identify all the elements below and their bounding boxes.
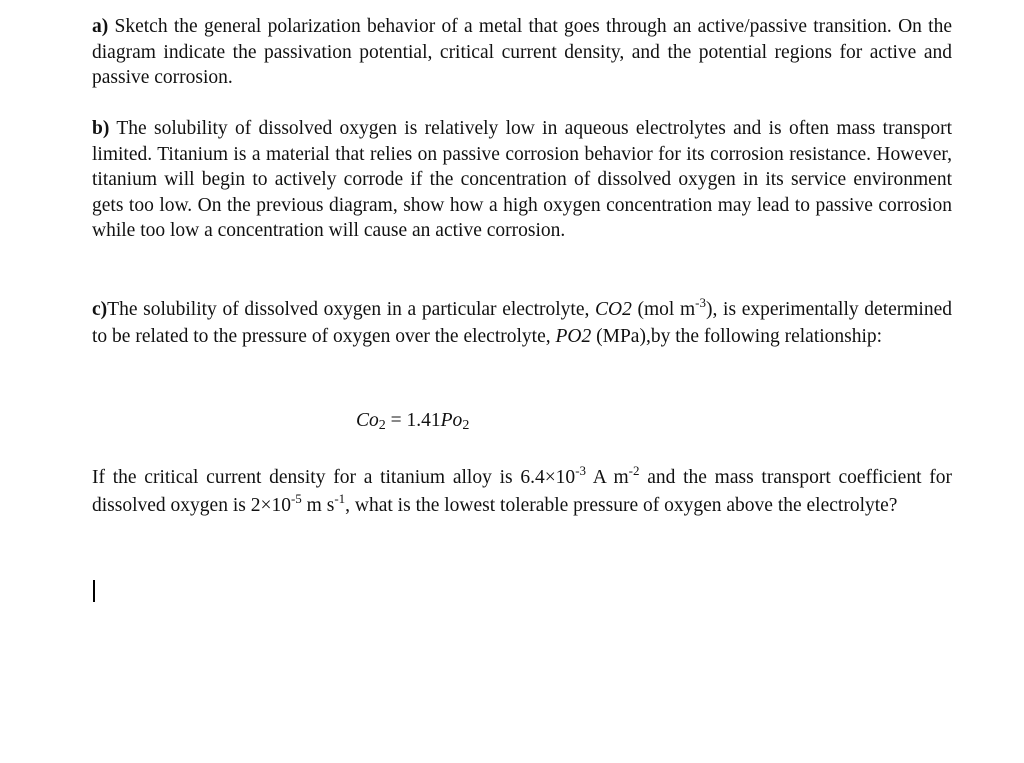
part-c-text-2: (mol m — [631, 299, 696, 320]
question-paragraph — [92, 464, 952, 520]
question-exponent-2: -2 — [628, 463, 640, 478]
part-c-label: c) — [92, 299, 108, 320]
part-c-text-3: ), is experimentally determined to be related to the pressure of oxygen over the electrolyte, — [92, 299, 953, 347]
part-b-label: b) — [92, 118, 110, 139]
part-a-label: a) — [92, 16, 109, 37]
question-text-5: , what is the lowest tolerable pressure of oxygen above the electrolyte? — [345, 495, 898, 516]
part-c-text-1: The solubility of dissolved oxygen in a particular electrolyte, — [107, 299, 596, 320]
formula-middle: = 1.41 — [385, 410, 441, 431]
symbol-c-o2: CO2 — [595, 299, 632, 320]
solubility-formula — [356, 408, 469, 435]
question-text-4: m s — [301, 495, 335, 516]
exponent-c: -3 — [695, 295, 707, 310]
question-text-1: If the critical current density for a titanium alloy is 6.4×10 — [92, 467, 576, 488]
part-b-text: The solubility of dissolved oxygen is relatively low in aqueous electrolytes and is often mass transport limited. Titanium is a material that relies on passive corrosion behavior for its corrosion resistance. However, titanium will begin to actively corrode if the concentration of dissolved oxygen in its service environment gets too low. On the previous diagram, show how a high oxygen concentration may lead to passive corrosion while too low a concentration will cause an active corrosion. — [92, 118, 952, 241]
part-a-text: Sketch the general polarization behavior of a metal that goes through an active/passive transition. On the diagram indicate the passivation potential, critical current density, and the potential regions for active and passive corrosion. — [92, 16, 952, 88]
part-a-paragraph — [92, 14, 952, 91]
question-exponent-1: -3 — [575, 463, 587, 478]
formula-rhs-symbol: Po — [440, 410, 463, 431]
formula-lhs-symbol: Co — [356, 410, 379, 431]
question-exponent-3: -5 — [290, 491, 302, 506]
part-c-paragraph — [92, 296, 952, 350]
formula-lhs-subscript: 2 — [378, 418, 386, 433]
question-text-3: and the mass transport coefficient for dissolved oxygen is 2×10 — [92, 467, 952, 516]
part-b-paragraph — [92, 116, 952, 244]
question-text-2: A m — [586, 467, 629, 488]
text-cursor[interactable] — [93, 580, 95, 602]
symbol-p-o2: PO2 — [555, 326, 592, 347]
question-exponent-4: -1 — [334, 491, 346, 506]
part-c-text-4: (MPa),by the following relationship: — [591, 326, 883, 347]
formula-rhs-subscript: 2 — [462, 418, 470, 433]
